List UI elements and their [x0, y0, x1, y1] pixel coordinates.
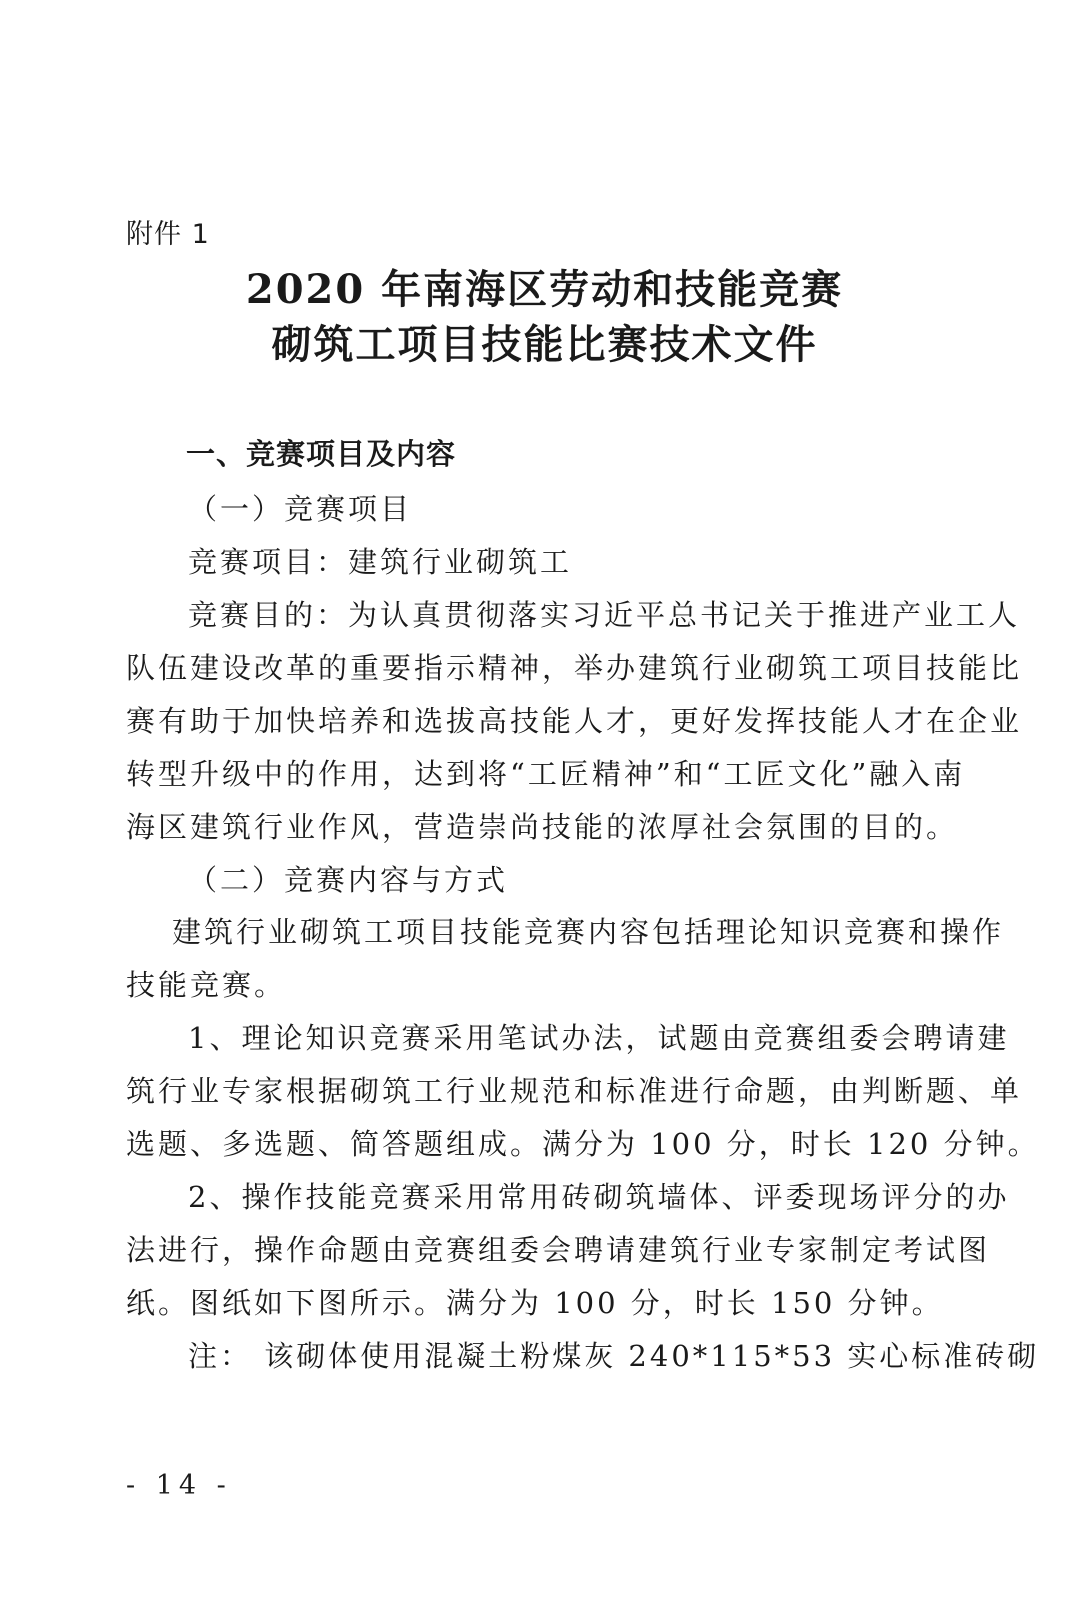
attachment-label: 附件 1	[126, 219, 210, 250]
point-1-line: 1、理论知识竞赛采用笔试办法，试题由竞赛组委会聘请建	[188, 1021, 1010, 1055]
point-2-line: 2、操作技能竞赛采用常用砖砌筑墙体、评委现场评分的办	[188, 1180, 1010, 1214]
note-line: 注： 该砌体使用混凝土粉煤灰 240*115*53 实心标准砖砌	[188, 1339, 1040, 1373]
section-heading: 一、竞赛项目及内容	[186, 437, 457, 471]
point-2-line: 法进行，操作命题由竞赛组委会聘请建筑行业专家制定考试图	[126, 1233, 991, 1267]
content-intro-line: 技能竞赛。	[126, 968, 287, 1002]
purpose-line: 海区建筑行业作风，营造崇尚技能的浓厚社会氛围的目的。	[126, 810, 959, 844]
purpose-line: 竞赛目的：为认真贯彻落实习近平总书记关于推进产业工人	[188, 598, 1021, 632]
document-title-line-1: 2020 年南海区劳动和技能竞赛	[245, 266, 844, 313]
purpose-line: 赛有助于加快培养和选拔高技能人才，更好发挥技能人才在企业	[126, 704, 1023, 738]
point-1-line: 选题、多选题、简答题组成。满分为 100 分，时长 120 分钟。	[126, 1127, 1040, 1161]
point-2-line: 纸。图纸如下图所示。满分为 100 分，时长 150 分钟。	[126, 1286, 944, 1320]
purpose-line: 队伍建设改革的重要指示精神，举办建筑行业砌筑工项目技能比	[126, 651, 1023, 685]
point-1-line: 筑行业专家根据砌筑工行业规范和标准进行命题，由判断题、单	[126, 1074, 1023, 1108]
competition-item: 竞赛项目：建筑行业砌筑工	[188, 545, 573, 579]
page-number: - 14 -	[126, 1470, 232, 1501]
subsection-heading: （一）竞赛项目	[188, 492, 413, 526]
content-intro-line: 建筑行业砌筑工项目技能竞赛内容包括理论知识竞赛和操作	[172, 915, 1005, 949]
purpose-line: 转型升级中的作用，达到将“工匠精神”和“工匠文化”融入南	[126, 757, 966, 791]
document-title-line-2: 砌筑工项目技能比赛技术文件	[271, 321, 818, 368]
subsection-heading: （二）竞赛内容与方式	[188, 863, 509, 897]
